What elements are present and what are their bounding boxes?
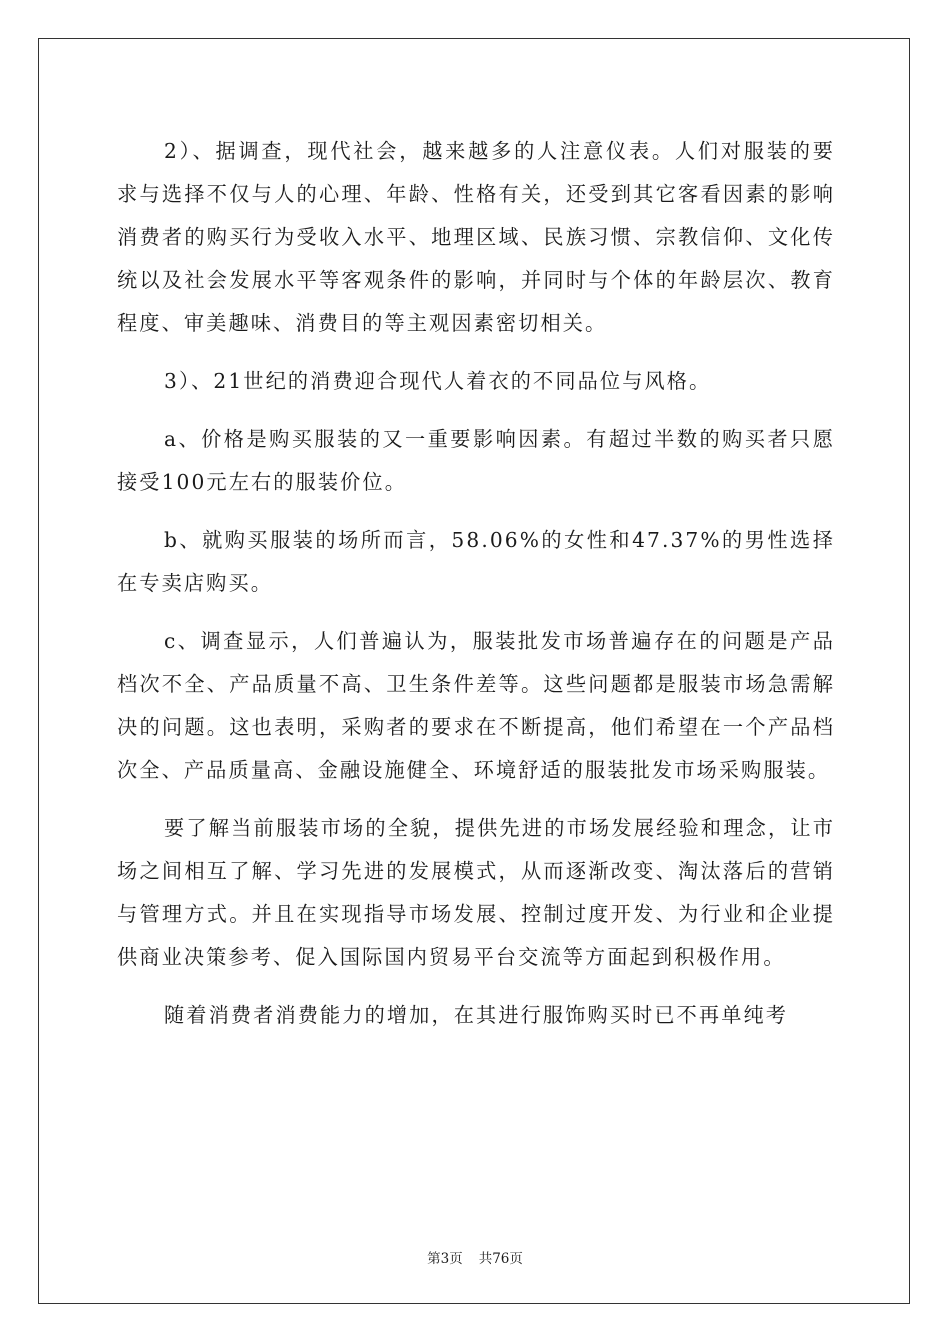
page-footer: [0, 1247, 950, 1267]
paragraph-2: 3）、21世纪的消费迎合现代人着衣的不同品位与风格。: [164, 369, 712, 393]
paragraph-5: c、调查显示，人们普遍认为，服装批发市场普遍存在的问题是产品档次不全、产品质量不高、卫生条件差等。这些问题都是服装市场急需解决的问题。这也表明，采购者的要求在不断提高，他们希望在一个产品档次全、产品质量高、金融设施健全、环境舒适的服装批发市场采购服装。: [117, 629, 835, 782]
paragraph-4: b、就购买服装的场所而言，58.06%的女性和47.37%的男性选择在专卖店购买。: [117, 528, 835, 595]
paragraph-7: 随着消费者消费能力的增加，在其进行服饰购买时已不再单纯考: [164, 1003, 789, 1027]
document-body: [117, 130, 835, 1052]
page-number: 第3页: [427, 1251, 463, 1267]
paragraph-3: a、价格是购买服装的又一重要影响因素。有超过半数的购买者只愿接受100元左右的服装价位。: [117, 427, 835, 494]
page-total: 共76页: [478, 1251, 523, 1267]
paragraph-6: 要了解当前服装市场的全貌，提供先进的市场发展经验和理念，让市场之间相互了解、学习先进的发展模式，从而逐渐改变、淘汰落后的营销与管理方式。并且在实现指导市场发展、控制过度开发、为行业和企业提供商业决策参考、促入国际国内贸易平台交流等方面起到积极作用。: [117, 816, 835, 969]
paragraph-1: 2）、据调查，现代社会，越来越多的人注意仪表。人们对服装的要求与选择不仅与人的心理、年龄、性格有关，还受到其它客看因素的影响消费者的购买行为受收入水平、地理区域、民族习惯、宗教信仰、文化传统以及社会发展水平等客观条件的影响，并同时与个体的年龄层次、教育程度、审美趣味、消费目的等主观因素密切相关。: [117, 139, 835, 335]
